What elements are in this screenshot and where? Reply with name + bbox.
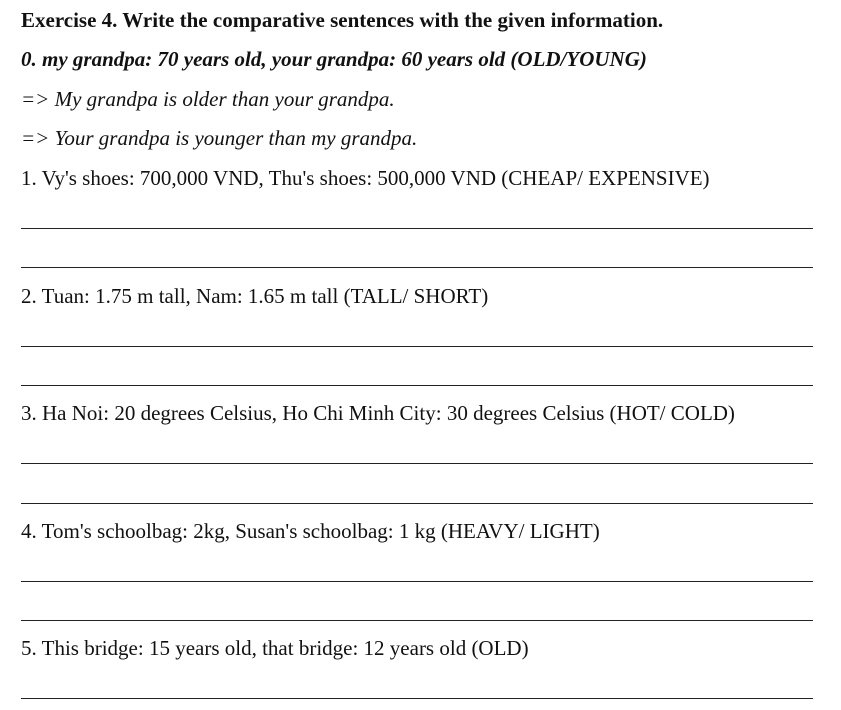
question-2: 2. Tuan: 1.75 m tall, Nam: 1.65 m tall (TALL/ SHORT): [21, 284, 489, 308]
answer-line[interactable]: [21, 620, 813, 621]
answer-line[interactable]: [21, 503, 813, 504]
example-prompt: 0. my grandpa: 70 years old, your grandpa: 60 years old (OLD/YOUNG): [21, 47, 647, 71]
answer-line[interactable]: [21, 228, 813, 229]
example-answer-2: => Your grandpa is younger than my grandpa.: [21, 126, 418, 150]
question-1: 1. Vy's shoes: 700,000 VND, Thu's shoes: 500,000 VND (CHEAP/ EXPENSIVE): [21, 166, 710, 190]
answer-line[interactable]: [21, 346, 813, 347]
exercise-title: Exercise 4. Write the comparative sentences with the given information.: [21, 8, 664, 32]
answer-line[interactable]: [21, 698, 813, 699]
answer-line[interactable]: [21, 581, 813, 582]
answer-line[interactable]: [21, 463, 813, 464]
answer-line[interactable]: [21, 385, 813, 386]
answer-line[interactable]: [21, 267, 813, 268]
question-4: 4. Tom's schoolbag: 2kg, Susan's schoolbag: 1 kg (HEAVY/ LIGHT): [21, 519, 600, 543]
question-5: 5. This bridge: 15 years old, that bridge: 12 years old (OLD): [21, 636, 529, 660]
example-answer-1: => My grandpa is older than your grandpa.: [21, 87, 395, 111]
question-3: 3. Ha Noi: 20 degrees Celsius, Ho Chi Minh City: 30 degrees Celsius (HOT/ COLD): [21, 401, 735, 425]
